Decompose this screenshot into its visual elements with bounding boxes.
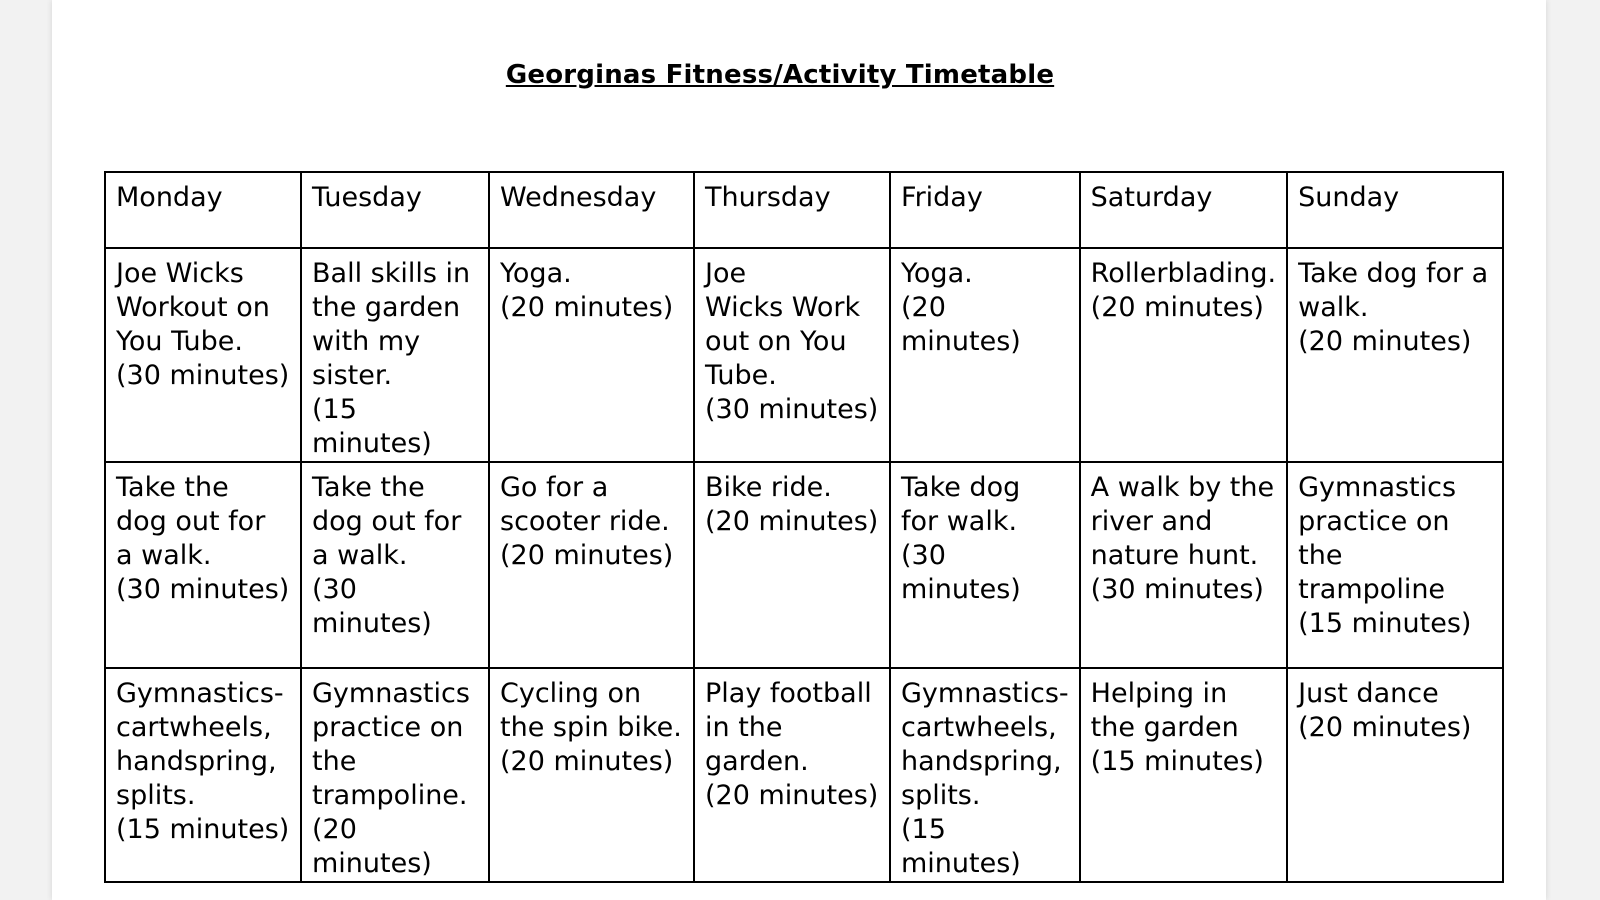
activity-cell: Take the dog out for a walk. (30 minutes) <box>105 462 301 668</box>
activity-cell: Gymnastics- cartwheels, handspring, splits. (15 minutes) <box>105 668 301 882</box>
table-row <box>105 248 1503 462</box>
activity-timetable <box>104 171 1504 883</box>
activity-cell: Helping in the garden (15 minutes) <box>1080 668 1287 882</box>
activity-cell: Bike ride. (20 minutes) <box>694 462 890 668</box>
day-header-thursday: Thursday <box>694 172 890 248</box>
activity-cell: Yoga. (20 minutes) <box>890 248 1080 462</box>
activity-cell: Cycling on the spin bike. (20 minutes) <box>489 668 694 882</box>
day-header-tuesday: Tuesday <box>301 172 489 248</box>
activity-cell: Joe Wicks Workout on You Tube. (30 minutes) <box>105 248 301 462</box>
table-row <box>105 462 1503 668</box>
activity-cell: Take dog for a walk. (20 minutes) <box>1287 248 1503 462</box>
activity-cell: Take the dog out for a walk. (30 minutes) <box>301 462 489 668</box>
activity-cell: A walk by the river and nature hunt. (30 minutes) <box>1080 462 1287 668</box>
activity-cell: Rollerblading. (20 minutes) <box>1080 248 1287 462</box>
day-header-monday: Monday <box>105 172 301 248</box>
activity-cell: Gymnastics practice on the trampoline (15 minutes) <box>1287 462 1503 668</box>
activity-cell: Gymnastics- cartwheels, handspring, splits. (15 minutes) <box>890 668 1080 882</box>
activity-cell: Play football in the garden. (20 minutes) <box>694 668 890 882</box>
activity-cell: Yoga. (20 minutes) <box>489 248 694 462</box>
day-header-sunday: Sunday <box>1287 172 1503 248</box>
activity-cell: Just dance (20 minutes) <box>1287 668 1503 882</box>
page-title: Georginas Fitness/Activity Timetable <box>505 60 1055 90</box>
activity-cell: Take dog for walk. (30 minutes) <box>890 462 1080 668</box>
table-header-row <box>105 172 1503 248</box>
activity-cell: Ball skills in the garden with my sister. (15 minutes) <box>301 248 489 462</box>
table-row <box>105 668 1503 882</box>
day-header-wednesday: Wednesday <box>489 172 694 248</box>
day-header-saturday: Saturday <box>1080 172 1287 248</box>
day-header-friday: Friday <box>890 172 1080 248</box>
activity-cell: Gymnastics practice on the trampoline. (20 minutes) <box>301 668 489 882</box>
activity-cell: Joe Wicks Work out on You Tube. (30 minutes) <box>694 248 890 462</box>
activity-cell: Go for a scooter ride. (20 minutes) <box>489 462 694 668</box>
document-page <box>52 0 1546 900</box>
